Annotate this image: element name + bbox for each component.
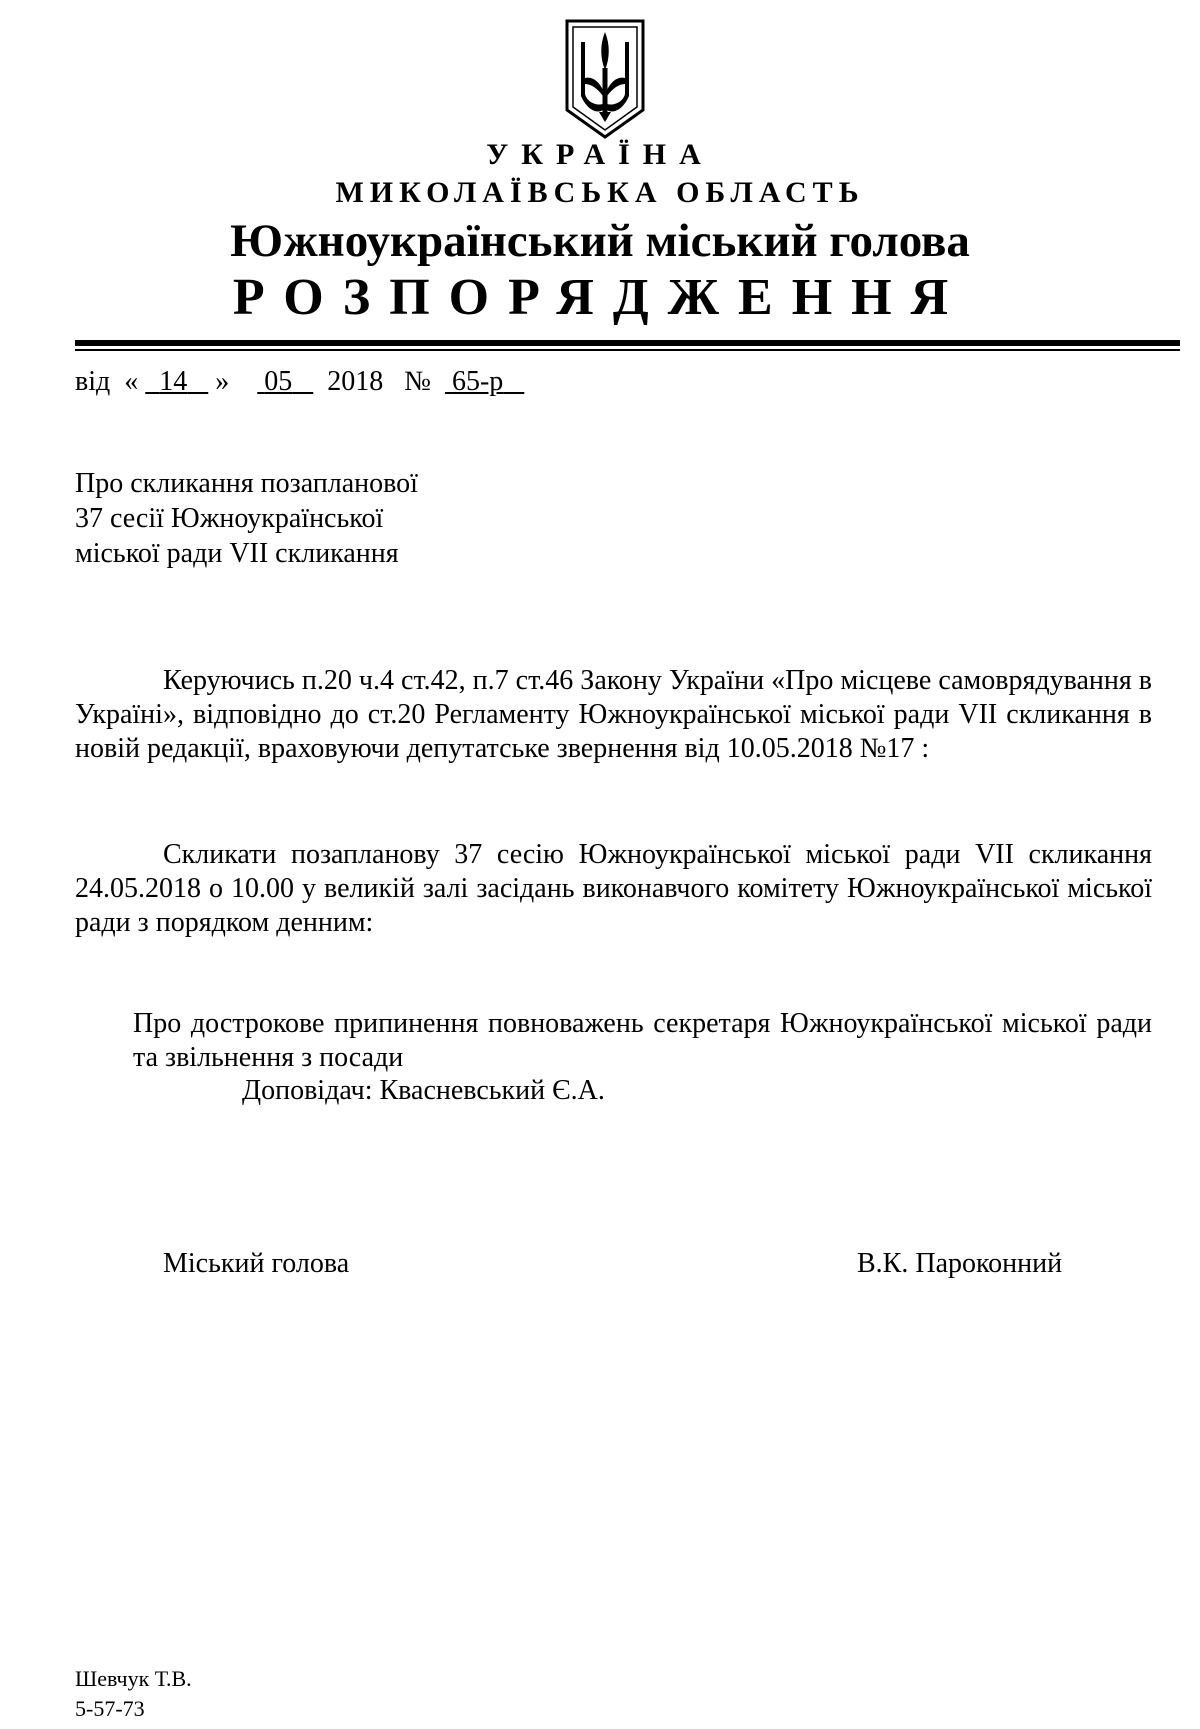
subject-line: Про скликання позапланової [75,468,418,499]
open-quote: « [124,366,139,397]
header-divider-thin [75,349,1180,351]
resolution-paragraph: Скликати позапланову 37 сесію Южноукраїнської міської ради VII скликання 24.05.2018 о 10.00 у великій залі засідань виконавчого комітету Южноукраїнської міської ради з порядком денним: [75,839,1152,938]
signature-name: В.К. Пароконний [857,1248,1063,1279]
country-name: УКРАЇНА [486,138,714,171]
subject-line: 37 сесії Южноукраїнської [75,503,384,534]
region-name: МИКОЛАЇВСЬКА ОБЛАСТЬ [335,176,865,209]
signature-title: Міський голова [163,1248,350,1279]
date-day-value: 14 [159,366,188,397]
date-year: 2018 [327,366,384,397]
executor-name: Шевчук Т.В. [75,1666,192,1691]
preamble-paragraph: Керуючись п.20 ч.4 ст.42, п.7 ст.46 Закону України «Про місцеве самоврядування в Україні», відповідно до ст.20 Регламенту Южноукраїнської міської ради VII скликання в новій редакції, враховуючи депутатське звернення від 10.05.2018 №17 : [75,665,1152,764]
dateline [75,366,524,398]
issuer-title: Южноукраїнський міський голова [230,215,970,267]
number-label: № [404,366,431,397]
executor-block [75,1664,192,1724]
date-month [257,366,313,397]
trident-icon [563,18,647,140]
document-number-value: 65-р [451,366,504,397]
agenda-item: Про дострокове припинення повноважень секретаря Южноукраїнської міської ради та звільнення з посади [133,1008,1152,1073]
subject-block [75,466,418,571]
header-divider [75,340,1180,346]
document-type: РОЗПОРЯДЖЕННЯ [232,269,968,326]
date-month-value: 05 [264,366,293,397]
from-label: від [75,366,111,397]
executor-phone: 5-57-73 [75,1696,145,1721]
agenda-reporter: Доповідач: Квасневський Є.А. [242,1075,605,1106]
date-day [145,366,208,397]
document-number [445,366,524,397]
subject-line: міської ради VII скликання [75,538,399,569]
close-quote: » [215,366,230,397]
